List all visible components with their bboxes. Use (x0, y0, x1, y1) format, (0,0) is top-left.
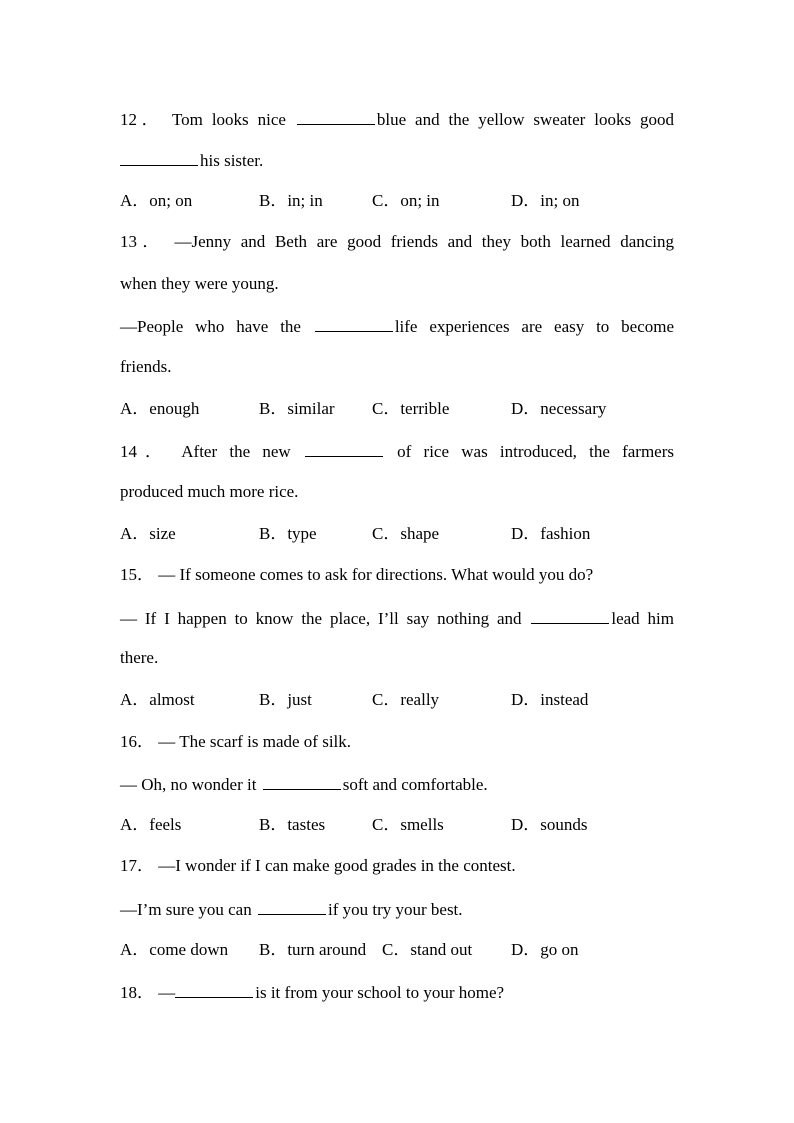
q16-option-b[interactable]: B．tastes (259, 815, 326, 834)
question-number: 15． (120, 565, 154, 584)
q14-option-b[interactable]: B．type (259, 524, 317, 543)
q14-option-c[interactable]: C．shape (372, 524, 440, 543)
q12-option-b[interactable]: B．in; in (259, 191, 323, 210)
answer-blank[interactable] (258, 898, 326, 915)
q17-line-2: —I’m sure you can if you try your best. (120, 900, 463, 919)
q16-line-1: 16． — The scarf is made of silk. (120, 732, 352, 751)
q12-option-d[interactable]: D．in; on (511, 191, 580, 210)
answer-blank[interactable] (120, 149, 198, 166)
answer-blank[interactable] (305, 440, 383, 457)
q17-option-c[interactable]: C．stand out (382, 940, 473, 959)
q14-line-1: 14． After the new of rice was introduced, the farmers (120, 442, 675, 461)
q17-line-1: 17． —I wonder if I can make good grades in the contest. (120, 856, 516, 875)
answer-blank[interactable] (531, 607, 609, 624)
q15-option-b[interactable]: B．just (259, 690, 312, 709)
q15-line-1: 15． — If someone comes to ask for directions. What would you do? (120, 565, 594, 584)
q15-option-a[interactable]: A．almost (120, 690, 195, 709)
q15-option-d[interactable]: D．instead (511, 690, 589, 709)
q16-option-c[interactable]: C．smells (372, 815, 444, 834)
question-number: 14． (120, 442, 170, 461)
q14-option-a[interactable]: A．size (120, 524, 176, 543)
question-number: 18． (120, 983, 154, 1002)
q13-line-4: friends. (120, 357, 172, 376)
q12-option-a[interactable]: A．on; on (120, 191, 193, 210)
q13-line-2: when they were young. (120, 274, 279, 293)
q13-option-a[interactable]: A．enough (120, 399, 200, 418)
q12-line-1: 12． Tom looks nice blue and the yellow sweater looks good (120, 110, 675, 129)
q16-option-d[interactable]: D．sounds (511, 815, 588, 834)
question-number: 12． (120, 110, 164, 129)
question-number: 17． (120, 856, 154, 875)
q14-line-2: produced much more rice. (120, 482, 299, 501)
question-number: 16． (120, 732, 154, 751)
q15-line-3: there. (120, 648, 159, 667)
q17-option-a[interactable]: A．come down (120, 940, 229, 959)
q15-option-c[interactable]: C．really (372, 690, 440, 709)
answer-blank[interactable] (315, 315, 393, 332)
q12-line-2: his sister. (120, 149, 674, 171)
q13-option-c[interactable]: C．terrible (372, 399, 450, 418)
q16-option-a[interactable]: A．feels (120, 815, 182, 834)
q17-option-b[interactable]: B．turn around (259, 940, 367, 959)
q13-option-d[interactable]: D．necessary (511, 399, 607, 418)
q18-line-1: 18． — is it from your school to your home? (120, 983, 505, 1002)
q16-line-2: — Oh, no wonder it soft and comfortable. (120, 775, 488, 794)
q14-option-d[interactable]: D．fashion (511, 524, 591, 543)
answer-blank[interactable] (297, 108, 375, 125)
q13-option-b[interactable]: B．similar (259, 399, 335, 418)
q13-line-1: 13． —Jenny and Beth are good friends and they both learned dancing (120, 232, 675, 251)
q12-option-c[interactable]: C．on; in (372, 191, 440, 210)
q17-option-d[interactable]: D．go on (511, 940, 579, 959)
q13-line-3: —People who have the life experiences are easy to become (120, 317, 675, 336)
question-number: 13． (120, 232, 165, 251)
answer-blank[interactable] (175, 981, 253, 998)
q15-line-2: — If I happen to know the place, I’ll say nothing and lead him (120, 609, 674, 628)
answer-blank[interactable] (263, 773, 341, 790)
